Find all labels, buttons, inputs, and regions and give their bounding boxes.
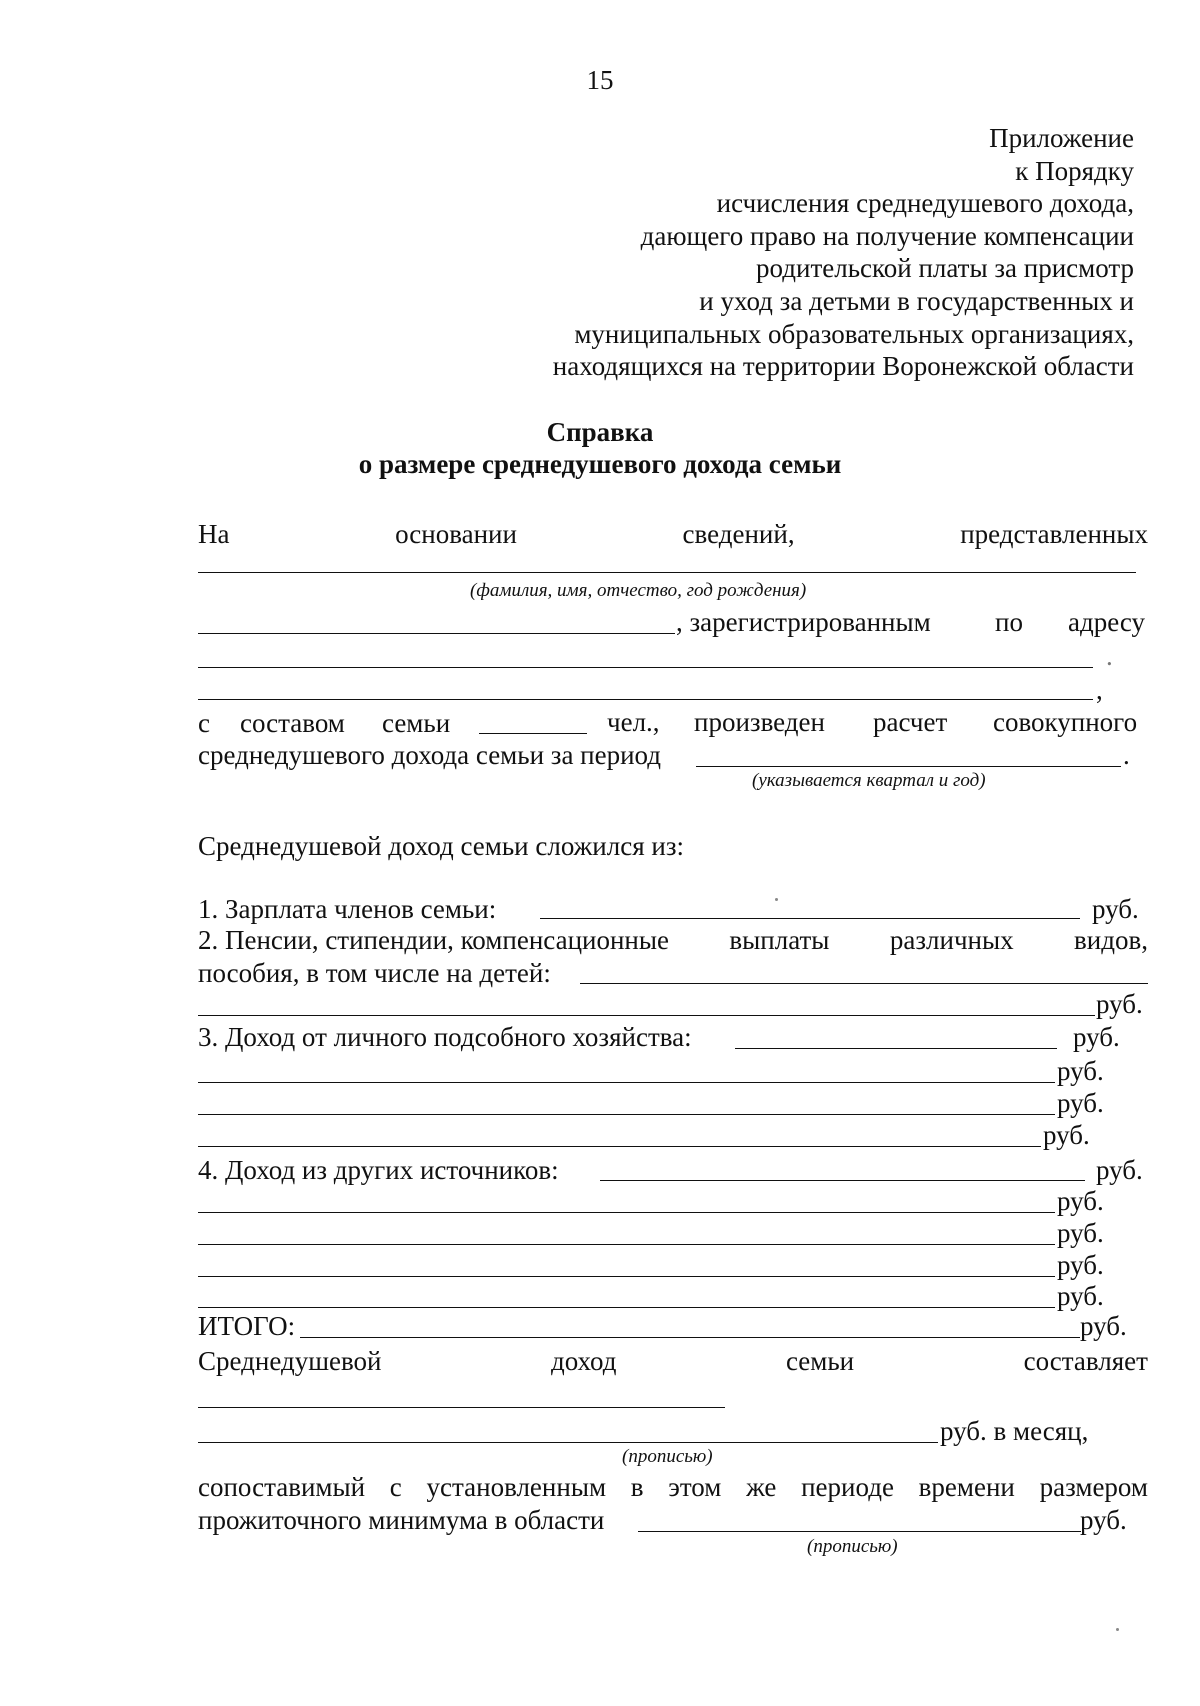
- summary-word: семьи: [785, 1346, 855, 1376]
- item2-word: видов,: [1074, 925, 1148, 955]
- appendix-line: и уход за детьми в государственных и: [699, 285, 1134, 316]
- currency-label: руб.: [1057, 1250, 1104, 1280]
- total-field[interactable]: [300, 1337, 1080, 1338]
- other-income-field-2[interactable]: [198, 1212, 1055, 1213]
- currency-label: руб.: [1080, 1505, 1127, 1535]
- other-income-field[interactable]: [600, 1180, 1085, 1181]
- caption-name: (фамилия, имя, отчество, год рождения): [470, 580, 807, 601]
- income-item-3: 3. Доход от личного подсобного хозяйства:: [198, 1022, 692, 1052]
- address-field-2[interactable]: [198, 699, 1093, 700]
- page-number: 15: [586, 65, 614, 95]
- appendix-line: Приложение: [989, 123, 1134, 153]
- average-income-field[interactable]: [198, 1407, 725, 1408]
- other-income-field-3[interactable]: [198, 1244, 1055, 1245]
- address-dot: .: [1106, 641, 1113, 671]
- item2-word: 2. Пенсии, стипендии, компенсационные: [198, 925, 669, 955]
- appendix-line: родительской платы за присмотр: [756, 253, 1134, 284]
- summary-word: составляет: [1023, 1346, 1148, 1376]
- subsistence-text: прожиточного минимума в области: [198, 1505, 605, 1535]
- appendix-line: муниципальных образовательных организациях,: [574, 318, 1134, 349]
- appendix-line: находящихся на территории Воронежской области: [552, 351, 1134, 382]
- family-rest: произведен: [694, 707, 825, 737]
- registered-text: , зарегистрированным: [676, 607, 931, 637]
- item2-word: различных: [889, 925, 1014, 955]
- family-rest: чел.,: [607, 707, 660, 737]
- caption-period: (указывается квартал и год): [752, 770, 986, 791]
- family-size-field[interactable]: [479, 733, 587, 734]
- per-month-text: руб. в месяц,: [940, 1416, 1089, 1446]
- scan-speck: [775, 898, 778, 901]
- family-word: составом: [240, 708, 345, 738]
- item2-word: выплаты: [729, 925, 830, 955]
- currency-label: руб.: [1057, 1218, 1104, 1248]
- currency-label: руб.: [1080, 1311, 1127, 1341]
- household-field-2[interactable]: [198, 1082, 1055, 1083]
- comparable-text: сопоставимый с установленным в этом же периоде времени размером: [198, 1472, 1148, 1502]
- appendix-line: к Порядку: [1015, 155, 1134, 186]
- intro-word: На: [198, 519, 230, 549]
- intro-word: основании: [395, 519, 517, 549]
- appendix-line: исчисления среднедушевого дохода,: [716, 188, 1134, 219]
- family-word: семьи: [382, 708, 451, 738]
- family-word: с: [198, 708, 210, 738]
- address-comma: ,: [1096, 675, 1103, 705]
- household-field[interactable]: [735, 1048, 1057, 1049]
- family-rest: расчет: [873, 707, 948, 737]
- currency-label: руб.: [1092, 894, 1139, 924]
- total-label: ИТОГО:: [198, 1311, 296, 1341]
- currency-label: руб.: [1096, 989, 1143, 1019]
- family-rest: совокупного: [993, 707, 1138, 737]
- document-title: Справка: [546, 417, 654, 447]
- pensions-field[interactable]: [580, 983, 1148, 984]
- period-field[interactable]: [696, 766, 1121, 767]
- intro-word: сведений,: [682, 519, 795, 549]
- currency-label: руб.: [1057, 1281, 1104, 1311]
- period-text: среднедушевого дохода семьи за период: [198, 740, 662, 770]
- appendix-header: [553, 122, 1134, 383]
- intro-line: [198, 518, 1148, 550]
- income-item-4: 4. Доход из других источников:: [198, 1155, 559, 1185]
- other-income-field-5[interactable]: [198, 1307, 1055, 1308]
- average-income-field-2[interactable]: [198, 1442, 938, 1443]
- document-subtitle: о размере среднедушевого дохода семьи: [358, 449, 842, 479]
- summary-line: [198, 1345, 1148, 1377]
- caption-in-words: (прописью): [622, 1446, 713, 1467]
- salary-field[interactable]: [540, 918, 1080, 919]
- appendix-line: дающего право на получение компенсации: [640, 220, 1134, 251]
- currency-label: руб.: [1043, 1120, 1090, 1150]
- other-income-field-4[interactable]: [198, 1276, 1055, 1277]
- currency-label: руб.: [1073, 1022, 1120, 1052]
- scan-speck: [1116, 1628, 1119, 1631]
- summary-word: Среднедушевой: [198, 1346, 382, 1376]
- po-text: по: [995, 607, 1023, 637]
- income-item-2: [198, 924, 1148, 956]
- currency-label: руб.: [1057, 1088, 1104, 1118]
- intro-word: представленных: [960, 519, 1148, 549]
- subsistence-field[interactable]: [638, 1531, 1081, 1532]
- income-item-2-line2: пособия, в том числе на детей:: [198, 958, 551, 988]
- address-field[interactable]: [198, 667, 1093, 668]
- income-item-1: 1. Зарплата членов семьи:: [198, 894, 497, 924]
- name-field[interactable]: [198, 572, 1136, 573]
- summary-word: доход: [550, 1346, 617, 1376]
- period-end: .: [1123, 740, 1130, 770]
- household-field-3[interactable]: [198, 1114, 1055, 1115]
- household-field-4[interactable]: [198, 1146, 1041, 1147]
- currency-label: руб.: [1057, 1186, 1104, 1216]
- caption-in-words: (прописью): [807, 1536, 898, 1557]
- name-field-continued[interactable]: [198, 633, 675, 634]
- currency-label: руб.: [1096, 1155, 1143, 1185]
- address-text: адресу: [1068, 607, 1146, 637]
- pensions-field-2[interactable]: [198, 1015, 1095, 1016]
- income-heading: Среднедушевой доход семьи сложился из:: [198, 831, 684, 861]
- currency-label: руб.: [1057, 1056, 1104, 1086]
